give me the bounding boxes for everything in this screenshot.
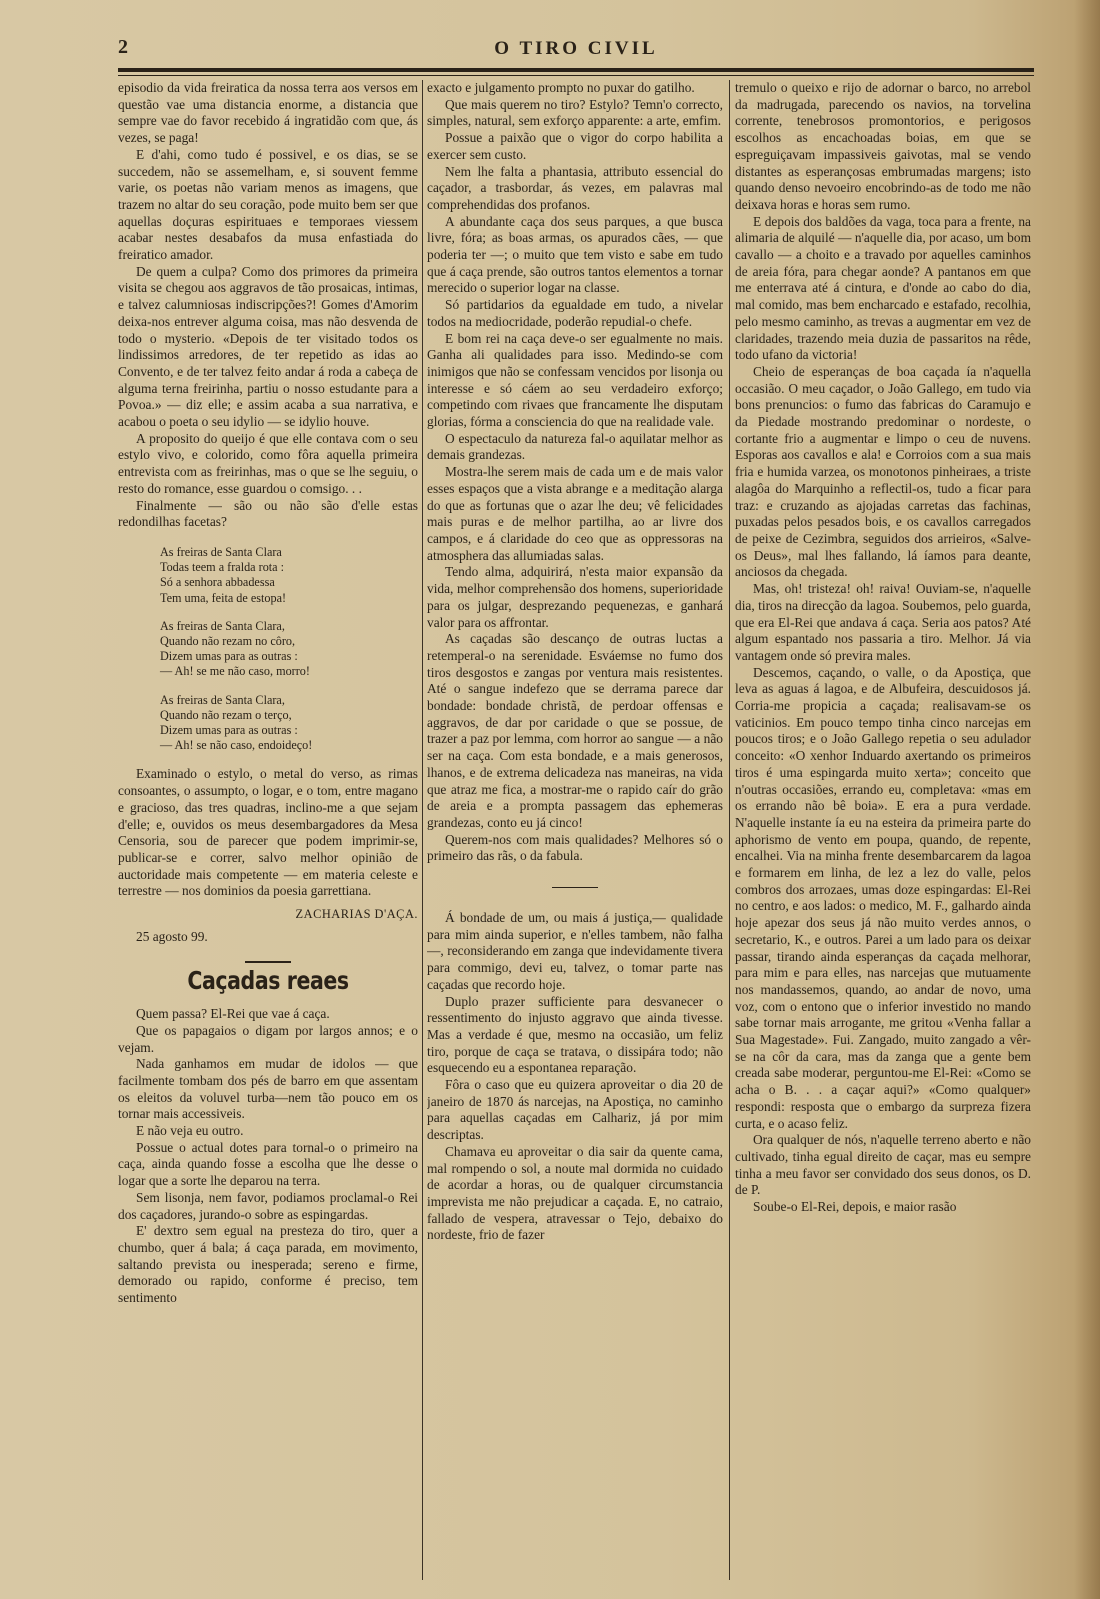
header-rule-thick: [118, 68, 1034, 72]
paragraph: A proposito do queijo é que elle contava com o seu estylo vivo, e colorido, como fôra aquella primeira entrevista com as freirinhas, mas o que se lhe seguiu, o resto do romance, esse guardou o comsigo. . .: [118, 430, 418, 496]
section-separator: [245, 961, 291, 963]
column-divider: [729, 80, 730, 1580]
page-spine-shadow: [1074, 0, 1100, 1599]
paragraph: Descemos, caçando, o valle, o da Apostiça, que leva as aguas á lagoa, e de Albufeira, descuidosos já. Corria-me propicia a caçada; realisavam-se os vaticinios. Em pouco tempo tinha cinco narcejas em poucos tiros; e o João Gallego repetia o seu adulador conceito: «O xenhor Induardo axertando os primeiros tiros é uma espingarda muito xerta»; conceito que n'outras occasiões, errando eu, completava: «mas em os errando não bê boia». E era a pura verdade. N'aquelle instante ía eu na esteira da primeira parte do aphorismo de vento em poupa, quando, de repente, encalhei. Via na minha frente desembarcarem da lagoa e formarem em linha, de lez a lez do valle, pelos combros dos arrozaes, umas doze espingardas: El-Rei no centro, e aos lados: o medico, M. F., galhardo ainda hoje apezar dos seus já não muito verdes annos, o secretario, K., e outros. Parei a um lado para os deixar passar, tirando ainda esperanças da caçada melhorar, para mim e para elles, nas narcejas que mutuamente nos mandassemos, quando, ao andar de novo, uma voz, com o entono que o inferior investido no mando sabe tornar mais arrogante, me gritou «Venha fallar a Sua Magestade». Fui. Zangado, muito zangado a vêr-se na côr da cara, mas da zanga que a gente bem creada sabe moderar, perguntou-me El-Rei: «Como se acha o B. . . a caçar aqui?» «Como qualquer» respondi: resposta que o embargo da surpreza fizera curta, e o acaso feliz.: [735, 664, 1031, 1131]
paragraph: Á bondade de um, ou mais á justiça,— qualidade para mim ainda superior, e n'elles tambem, não falha —, reconsiderando em zanga que indevidamente tivera para commigo, devi eu, talvez, o tomar parte nas caçadas que recordo hoje.: [427, 910, 723, 992]
poem: [160, 545, 418, 753]
poem-line: As freiras de Santa Clara,: [160, 692, 285, 707]
paragraph: Duplo prazer sufficiente para desvanecer o ressentimento do injusto aggravo que ainda tivesse. Mas a verdade é que, mesmo na occasião, um feliz tiro, porque de caça se tratava, o dissipára todo; não esquecendo eu a espontanea reparação.: [427, 993, 723, 1076]
section-separator: [552, 887, 598, 888]
paragraph: Mostra-lhe serem mais de cada um e de mais valor esses espaços que a vista abrange e a meditação alarga do que as fortunas que o azar lhe deu; vê felicidades mais puras e de melhor partilha, ao ar livre dos campos, e á claridade do ceo que as oppressoras na atmosphera das allumiadas salas.: [427, 464, 723, 563]
paragraph: O espectaculo da natureza fal-o aquilatar melhor as demais grandezas.: [427, 430, 723, 463]
column-2: [427, 80, 723, 1590]
poem-line: Todas teem a fralda rota :: [160, 560, 285, 575]
paragraph: E não veja eu outro.: [136, 1123, 244, 1139]
paragraph: Finalmente — são ou não são d'elle estas redondilhas facetas?: [118, 497, 418, 530]
paragraph: A abundante caça dos seus parques, a que busca livre, fóra; as boas armas, os apurados cães, — que poderia ter —; o muito que tem visto e sabe em tudo que á caça prende, são outros tantos elementos a tornar merecido o superior logar na classe.: [427, 213, 723, 296]
paragraph: Examinado o estylo, o metal do verso, as rimas consoantes, o assumpto, o logar, e o tom, entre magano e gracioso, das tres quadras, inclino-me a que sejam d'elle; e, ouvidos os meus desembargadores da Mesa Censoria, sou de parecer que podem imprimir-se, publicar-se e correr, salvo melhor opinião de auctoridade mais competente — em materia celeste e terrestre — nos dominios da poesia garrettiana.: [118, 766, 418, 899]
poem-line: — Ah! se me não caso, morro!: [160, 664, 310, 679]
paragraph: Nada ganhamos em mudar de idolos — que facilmente tombam dos pés de barro em que assentam os eleitos da voluvel turba—nem tão pouco em os tornar mais accessiveis.: [118, 1056, 418, 1122]
paragraph: tremulo o queixo e rijo de adornar o barco, no arrebol da madrugada, parecendo os navios, na torvelina corrente, tenebrosos promontorios, e perigosos escolhos as encachoadas boias, em que se espreguiçavam impassiveis gaivotas, mal se vendo distantes as esperançosas embrumadas margens; isto quando denso nevoeiro encobrindo-as de todo me não deixava horas e horas sem rumo.: [735, 80, 1031, 212]
poem-line: — Ah! se não caso, endoideço!: [160, 738, 313, 753]
masthead-title: O TIRO CIVIL: [494, 38, 658, 59]
poem-stanza: [160, 693, 418, 754]
paragraph: Cheio de esperanças de boa caçada ía n'aquella occasião. O meu caçador, o João Gallego, em tudo via bons prenuncios: o fumo das fabricas do Caramujo e da Piedade mostrando predominar o nordeste, o cortante frio a augmentar e limpo o ceu de nuvens. Esporas aos cavallos e ala! e Corroios com a sua mais fria e humida varzea, os monotonos pinheiraes, a triste alagôa do Marquinho a reflectil-os, tudo a ficar para traz: e cruzando as ajojadas carretas das fachinas, puxadas pelos pesados bois, e os cavallos carregados de peixe de Cezimbra, seguidos dos arrieiros, «Salve-os Deus», mal lhes fallando, lá íamos para deante, anciosos da chegada.: [735, 363, 1031, 580]
paragraph: episodio da vida freiratica da nossa terra aos versos em questão vae uma distancia enorme, a distancia que sempre vae do favor recebido á ingratidão com que, ás vezes, se paga!: [118, 80, 418, 146]
poem-line: Quando não rezam o terço,: [160, 707, 292, 722]
poem-line: As freiras de Santa Clara: [160, 544, 282, 559]
paragraph: exacto e julgamento prompto no puxar do gatilho.: [427, 80, 695, 95]
paragraph: E' dextro sem egual na presteza do tiro, quer a chumbo, quer á bala; á caça parada, em movimento, saltando prevista ou inesperada; sereno e firme, demorado ou rapido, conforme é preciso, tem sentimento: [118, 1223, 418, 1306]
paragraph: Soube-o El-Rei, depois, e maior rasão: [753, 1199, 957, 1215]
paragraph: Quem passa? El-Rei que vae á caça.: [136, 1006, 330, 1022]
paragraph: De quem a culpa? Como dos primores da primeira visita se chegou aos aggravos de tão prosaicas, intimas, e talvez calumniosas indiscripções?! Gomes d'Amorim deixa-nos entrever alguma coisa, mas não desvenda de todo o mysterio. «Depois de ter visitado todos os lindissimos arredores, de ter repetido as idas ao Convento, e de ter talvez feito andar á roda a cabeça de alguma terna freirinha, partiu o nosso estudante para a Povoa.» — diz elle; e assim acaba a sua narrativa, e acabou o poeta o seu idylio — se idylio houve.: [118, 263, 418, 430]
paragraph: As caçadas são descanço de outras luctas a retemperal-o na serenidade. Esváemse no fumo dos tiros desgostos e zangas por ventura mais resistentes. Até o sangue indefezo que se derrama parece dar bondade: bondade christã, de perdoar offensas e aggravos, de dar por caridade o que se possue, de trazer a paz por lemma, com horror ao sangue — a não ser na caça. Com esta bondade, e a mais generosos, lhanos, e de extrema delicadeza nas maneiras, na vida que atraz me fica, a mostrar-me o rapido caír do grão de areia e a prompta passagem das ephemeras grandezas, conto eu já cinco!: [427, 631, 723, 830]
paragraph: Que mais querem no tiro? Estylo? Temn'o correcto, simples, natural, sem exforço apparente: a arte, emfim.: [427, 96, 723, 129]
paragraph: Nem lhe falta a phantasia, attributo essencial do caçador, a trasbordar, ás vezes, em palavras mal comprehendidas dos profanos.: [427, 163, 723, 212]
poem-line: Só a senhora abbadessa: [160, 575, 275, 590]
paragraph: Mas, oh! tristeza! oh! raiva! Ouviam-se, n'aquelle dia, tiros na direcção da lagoa. Soubemos, pelo guarda, que era El-Rei que andava á caça. Seria aos patos? Até algum espantado nos passaria a tiro. Melhor. Já via vantagem onde só previra males.: [735, 581, 1031, 663]
poem-line: As freiras de Santa Clara,: [160, 618, 285, 633]
paragraph: Possue a paixão que o vigor do corpo habilita a exercer sem custo.: [427, 130, 723, 162]
poem-line: Tem uma, feita de estopa!: [160, 590, 287, 605]
paragraph: E bom rei na caça deve-o ser egualmente no mais. Ganha ali qualidades para isso. Medindo-se com inimigos que não se confessam vencidos por lisonja ou interesse e só cáem ao seu verdadeiro exforço; competindo com rivaes que francamente lhe disputam glorias, fórma a consciencia do que na realidade vale.: [427, 330, 723, 430]
paragraph: Que os papagaios o digam por largos annos; e o vejam.: [118, 1022, 418, 1055]
poem-line: Dizem umas para as outras :: [160, 723, 298, 738]
poem-line: Quando não rezam no côro,: [160, 634, 296, 648]
poem-stanza: [160, 619, 418, 680]
paragraph: Chamava eu aproveitar o dia sair da quente cama, mal rompendo o sol, a noute mal dormida no cuidado de acordar a horas, ou de qualquer circumstancia imprevista me não prejudicar a caçada. E, no catraio, fallado de vespera, atravessar o Tejo, debaixo do nordeste, frio de fazer: [427, 1143, 723, 1243]
paragraph: E depois dos baldões da vaga, toca para a frente, na alimaria de alquilé — n'aquelle dia, por acaso, um bom cavallo — a choito e a travado por aquelles caminhos de areia fóra, para chegar aonde? A pantanos em que me enterrava até á cintura, e d'onde ao cabo do dia, mal comido, mas bem encharcado e estafado, recolhia, pelo mesmo caminho, as trevas a augmentar em vez de claridades, trazendo meia duzia de passaritos na rêde, todo ufano da victoria!: [735, 213, 1031, 363]
author-signature: ZACHARIAS D'AÇA.: [295, 907, 418, 922]
column-1: [118, 80, 418, 1590]
paragraph: Querem-nos com mais qualidades? Melhores só o primeiro das rãs, o da fabula.: [427, 831, 723, 864]
page-number: 2: [118, 36, 128, 58]
column-divider: [422, 80, 423, 1580]
paragraph: Só partidarios da egualdade em tudo, a nivelar todos na mediocridade, poderão repudial-o chefe.: [427, 297, 723, 329]
paragraph: Ora qualquer de nós, n'aquelle terreno aberto e não cultivado, tinha egual direito de caçar, mas eu sempre tinha a meu favor ser convidado dos seus donos, os D. de P.: [735, 1132, 1031, 1198]
article-date: 25 agosto 99.: [136, 928, 208, 944]
column-3: [735, 80, 1031, 1590]
poem-line: Dizem umas para as outras :: [160, 649, 298, 664]
paragraph: Sem lisonja, nem favor, podiamos proclamal-o Rei dos caçadores, jurando-o sobre as espingardas.: [118, 1189, 418, 1222]
section-title: Caçadas reaes: [187, 966, 349, 996]
paragraph: Possue o actual dotes para tornal-o o primeiro na caça, ainda quando fosse a escolha que lhe desse o logar que a sorte lhe deparou na terra.: [118, 1139, 418, 1189]
page-header: [118, 36, 1034, 66]
poem-stanza: [160, 545, 418, 606]
paragraph: Fôra o caso que eu quizera aproveitar o dia 20 de janeiro de 1870 ás narcejas, na Apostiça, no caminho para aquellas caçadas em Calhariz, já por mim descriptas.: [427, 1077, 723, 1143]
paragraph: Tendo alma, adquirirá, n'esta maior expansão da vida, melhor comprehensão dos homens, superioridade para os julgar, desprezando pequenezas, e ganhará valor para os affrontar.: [427, 564, 723, 630]
header-rule-thin: [118, 75, 1034, 76]
paragraph: E d'ahi, como tudo é possivel, e os dias, se se succedem, não se assemelham, e, si souvent femme varie, os poetas não variam menos as imagens, que trazem no altar do seu coração, pode muito bem ser que aquellas doçuras espirituaes e temporaes viessem acabar nestes desabafos da musa enfastiada do freiratico amador.: [118, 146, 418, 263]
